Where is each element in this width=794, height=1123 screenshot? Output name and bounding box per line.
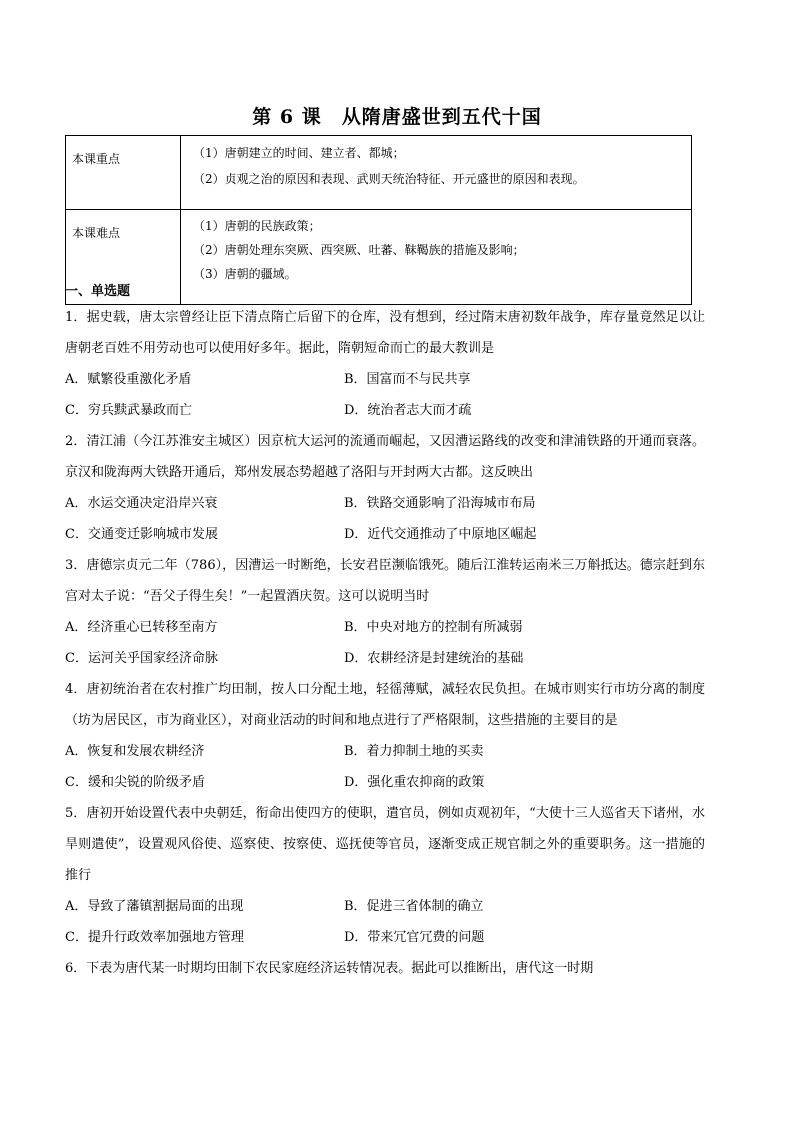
question-3 bbox=[65, 550, 705, 674]
question-options bbox=[65, 891, 705, 953]
key-point-item: （2）贞观之治的原因和表现、武则天统治特征、开元盛世的原因和表现。 bbox=[193, 172, 585, 186]
question-4 bbox=[65, 674, 705, 798]
option-b[interactable]: B．国富而不与民共享 bbox=[344, 372, 471, 387]
question-6 bbox=[65, 953, 705, 984]
difficulties-content bbox=[181, 210, 692, 305]
question-5 bbox=[65, 798, 705, 953]
question-options bbox=[65, 488, 705, 550]
question-stem: 6．下表为唐代某一时期均田制下农民家庭经济运转情况表。据此可以推断出，唐代这一时期 bbox=[65, 961, 594, 976]
option-d[interactable]: D．统治者志大而才疏 bbox=[344, 403, 472, 418]
option-a[interactable]: A．恢复和发展农耕经济 bbox=[65, 744, 205, 759]
question-stem: 2．清江浦（今江苏淮安主城区）因京杭大运河的流通而崛起，又因漕运路线的改变和津浦铁路的开通而衰落。京汉和陇海两大铁路开通后，郑州发展态势超越了洛阳与开封两大古都。这反映出 bbox=[65, 434, 705, 480]
question-stem: 4．唐初统治者在农村推广均田制，按人口分配土地，轻徭薄赋，减轻农民负担。在城市则实行市坊分离的制度（坊为居民区，市为商业区），对商业活动的时间和地点进行了严格限制，这些措施的主要目的是 bbox=[65, 682, 705, 728]
option-c[interactable]: C．提升行政效率加强地方管理 bbox=[65, 930, 244, 945]
difficulty-item: （2）唐朝处理东突厥、西突厥、吐蕃、靺鞨族的措施及影响； bbox=[193, 243, 525, 257]
key-points-label: 本课重点 bbox=[66, 136, 181, 210]
option-c[interactable]: C．缓和尖锐的阶级矛盾 bbox=[65, 775, 205, 790]
question-options bbox=[65, 736, 705, 798]
option-b[interactable]: B．铁路交通影响了沿海城市布局 bbox=[344, 496, 536, 511]
option-a[interactable]: A．赋繁役重激化矛盾 bbox=[65, 372, 192, 387]
option-b[interactable]: B．促进三省体制的确立 bbox=[344, 899, 484, 914]
option-d[interactable]: D．带来冗官冗费的问题 bbox=[344, 930, 485, 945]
question-options bbox=[65, 612, 705, 674]
question-1 bbox=[65, 302, 705, 426]
question-options bbox=[65, 364, 705, 426]
difficulties-label: 本课难点 bbox=[66, 210, 181, 305]
lesson-focus-table bbox=[65, 135, 692, 305]
question-stem: 3．唐德宗贞元二年（786），因漕运一时断绝，长安君臣濒临饿死。随后江淮转运南米三万斛抵达。德宗赶到东宫对太子说：“吾父子得生矣！”一起置酒庆贺。这可以说明当时 bbox=[65, 558, 705, 604]
difficulty-item: （3）唐朝的疆域。 bbox=[193, 267, 297, 281]
option-b[interactable]: B．着力抑制土地的买卖 bbox=[344, 744, 484, 759]
difficulty-item: （1）唐朝的民族政策； bbox=[193, 219, 321, 233]
question-stem: 1．据史载，唐太宗曾经让臣下清点隋亡后留下的仓库，没有想到，经过隋末唐初数年战争，库存量竟然足以让唐朝老百姓不用劳动也可以使用好多年。据此，隋朝短命而亡的最大教训是 bbox=[65, 310, 705, 356]
option-d[interactable]: D．农耕经济是封建统治的基础 bbox=[344, 651, 524, 666]
key-points-row bbox=[66, 136, 692, 210]
page-title: 第 6 课 从隋唐盛世到五代十国 bbox=[252, 106, 542, 128]
difficulties-row bbox=[66, 210, 692, 305]
option-a[interactable]: A．导致了藩镇割据局面的出现 bbox=[65, 899, 244, 914]
option-a[interactable]: A．水运交通决定沿岸兴衰 bbox=[65, 496, 218, 511]
question-2 bbox=[65, 426, 705, 550]
question-list bbox=[65, 302, 705, 984]
option-c[interactable]: C．穷兵黩武暴政而亡 bbox=[65, 403, 192, 418]
option-d[interactable]: D．近代交通推动了中原地区崛起 bbox=[344, 527, 537, 542]
option-c[interactable]: C．交通变迁影响城市发展 bbox=[65, 527, 218, 542]
option-d[interactable]: D．强化重农抑商的政策 bbox=[344, 775, 485, 790]
option-b[interactable]: B．中央对地方的控制有所减弱 bbox=[344, 620, 523, 635]
key-points-content bbox=[181, 136, 692, 210]
question-stem: 5．唐初开始设置代表中央朝廷，衔命出使四方的使职，遣官员，例如贞观初年，“大使十三人巡省天下诸州，水旱则遣使”，设置观风俗使、巡察使、按察使、巡抚使等官员，逐渐变成正规官制之外的重要职务。这一措施的推行 bbox=[65, 806, 705, 883]
section-title: 一、单选题 bbox=[65, 284, 131, 299]
option-a[interactable]: A．经济重心已转移至南方 bbox=[65, 620, 218, 635]
key-point-item: （1）唐朝建立的时间、建立者、都城； bbox=[193, 146, 405, 160]
option-c[interactable]: C．运河关乎国家经济命脉 bbox=[65, 651, 218, 666]
